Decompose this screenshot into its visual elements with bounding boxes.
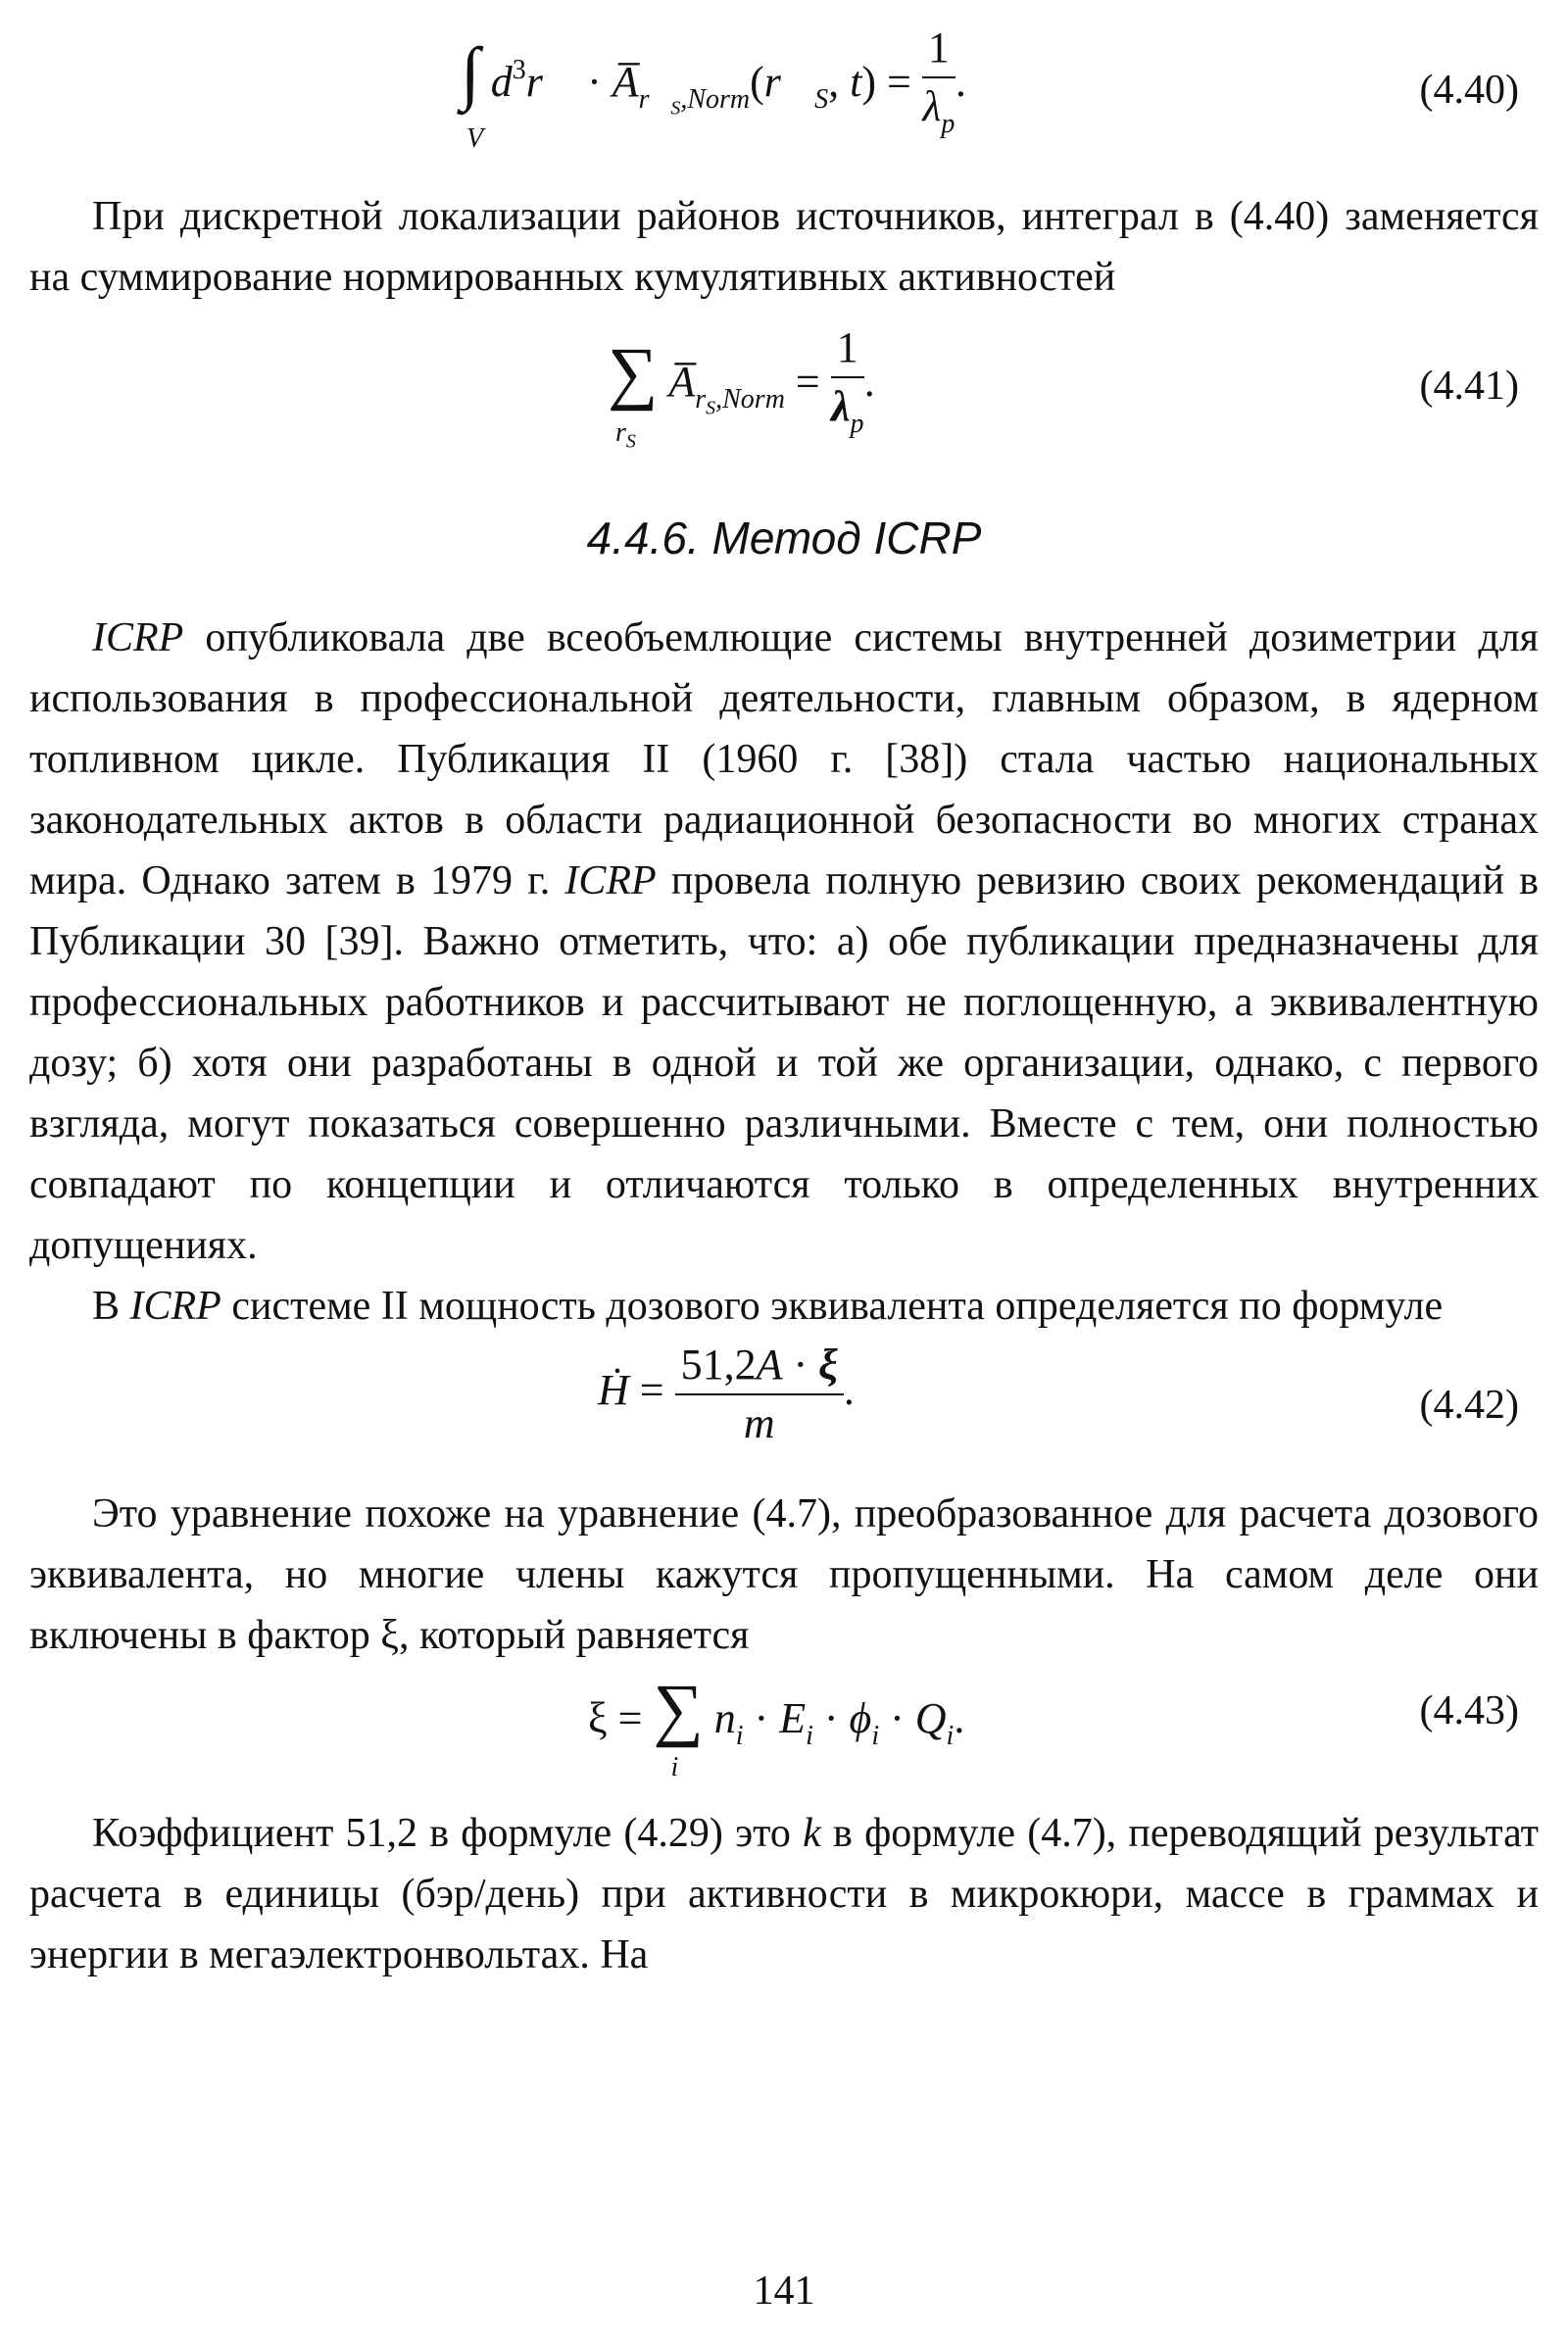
equation-4-41 bbox=[29, 308, 1539, 474]
equation-4-43-number: (4.43) bbox=[1419, 1688, 1519, 1733]
equation-4-41-number: (4.41) bbox=[1419, 364, 1519, 409]
section-heading: 4.4.6. Метод ICRP bbox=[586, 512, 982, 563]
paragraph-3-text-b: системе II мощность дозового эквивалента определяется по формуле bbox=[220, 1284, 1444, 1329]
equation-4-42 bbox=[29, 1337, 1539, 1484]
icrp-term: ICRP bbox=[129, 1284, 221, 1329]
document-page bbox=[29, 0, 1539, 2342]
equation-4-42-number: (4.42) bbox=[1419, 1383, 1519, 1428]
paragraph-3-text-a: В bbox=[92, 1284, 130, 1329]
paragraph-2-text-a: опубликовала две всеобъемлющие системы внутренней дозиметрии для использования в профессиональной деятельности, главным образом, в ядерном топливном цикле. Публикация II (1960 г. [38]) стала частью национальных законодательных актов в области радиационной безопасности во многих странах мира. Однако затем в 1979 г. bbox=[29, 615, 1539, 903]
k-symbol: k bbox=[803, 1811, 821, 1856]
equation-4-43 bbox=[29, 1666, 1539, 1803]
equation-4-40 bbox=[29, 0, 1539, 186]
paragraph-3 bbox=[29, 1276, 1539, 1337]
icrp-term: ICRP bbox=[92, 615, 184, 660]
paragraph-1: При дискретной локализации районов источников, интеграл в (4.40) заменяется на суммирование нормированных кумулятивных активностей bbox=[29, 194, 1539, 300]
paragraph-2-text-b: провела полную ревизию своих рекомендаций в Публикации 30 [39]. Важно отметить, что: а) обе публикации предназначены для профессиональных работников и рассчитывают не поглощенную, а эквивалентную дозу; б) хотя они разработаны в одной и той же организации, однако, с первого взгляда, могут показаться совершенно различными. Вместе с тем, они полностью совпадают по концепции и отличаются только в определенных внутренних допущениях. bbox=[29, 858, 1539, 1268]
paragraph-2 bbox=[29, 608, 1539, 1276]
equation-4-42-formula: Ḣ = $\frac{51,2A \cdot \xi}{m}$ . bbox=[598, 1337, 855, 1452]
paragraph-5-text-b: в формуле (4.7), переводящий результат расчета в единицы (бэр/день) при активности в микрокюри, массе в граммах и энергии в мегаэлектронвольтах. На bbox=[29, 1811, 1539, 1977]
equation-4-41-formula: ∑ $r_S$ $A̅_{r_S,Norm}$ = $\frac{1}{\lambda_p}$ . bbox=[608, 319, 875, 453]
equation-4-43-formula: ξ = ∑ i $n_i \cdot E_i \cdot \phi_i \cdot Q_i$. bbox=[588, 1670, 965, 1782]
paragraph-5 bbox=[29, 1803, 1539, 1985]
paragraph-5-text-a: Коэффициент 51,2 в формуле (4.29) это bbox=[92, 1811, 804, 1856]
icrp-term: ICRP bbox=[564, 858, 657, 903]
paragraph-4: Это уравнение похоже на уравнение (4.7), преобразованное для расчета дозового эквивалента, но многие члены кажутся пропущенными. На самом деле они включены в фактор ξ, который равняется bbox=[29, 1491, 1539, 1658]
page-number: 141 bbox=[753, 2269, 815, 2314]
equation-4-40-formula: ∫ V $d^3r⃗$ · $A̅_{r⃗_S,Norm}(r⃗_S$, t) = $\frac{1}{\lambda_p}$ . bbox=[461, 20, 966, 153]
equation-4-40-number: (4.40) bbox=[1419, 68, 1519, 113]
